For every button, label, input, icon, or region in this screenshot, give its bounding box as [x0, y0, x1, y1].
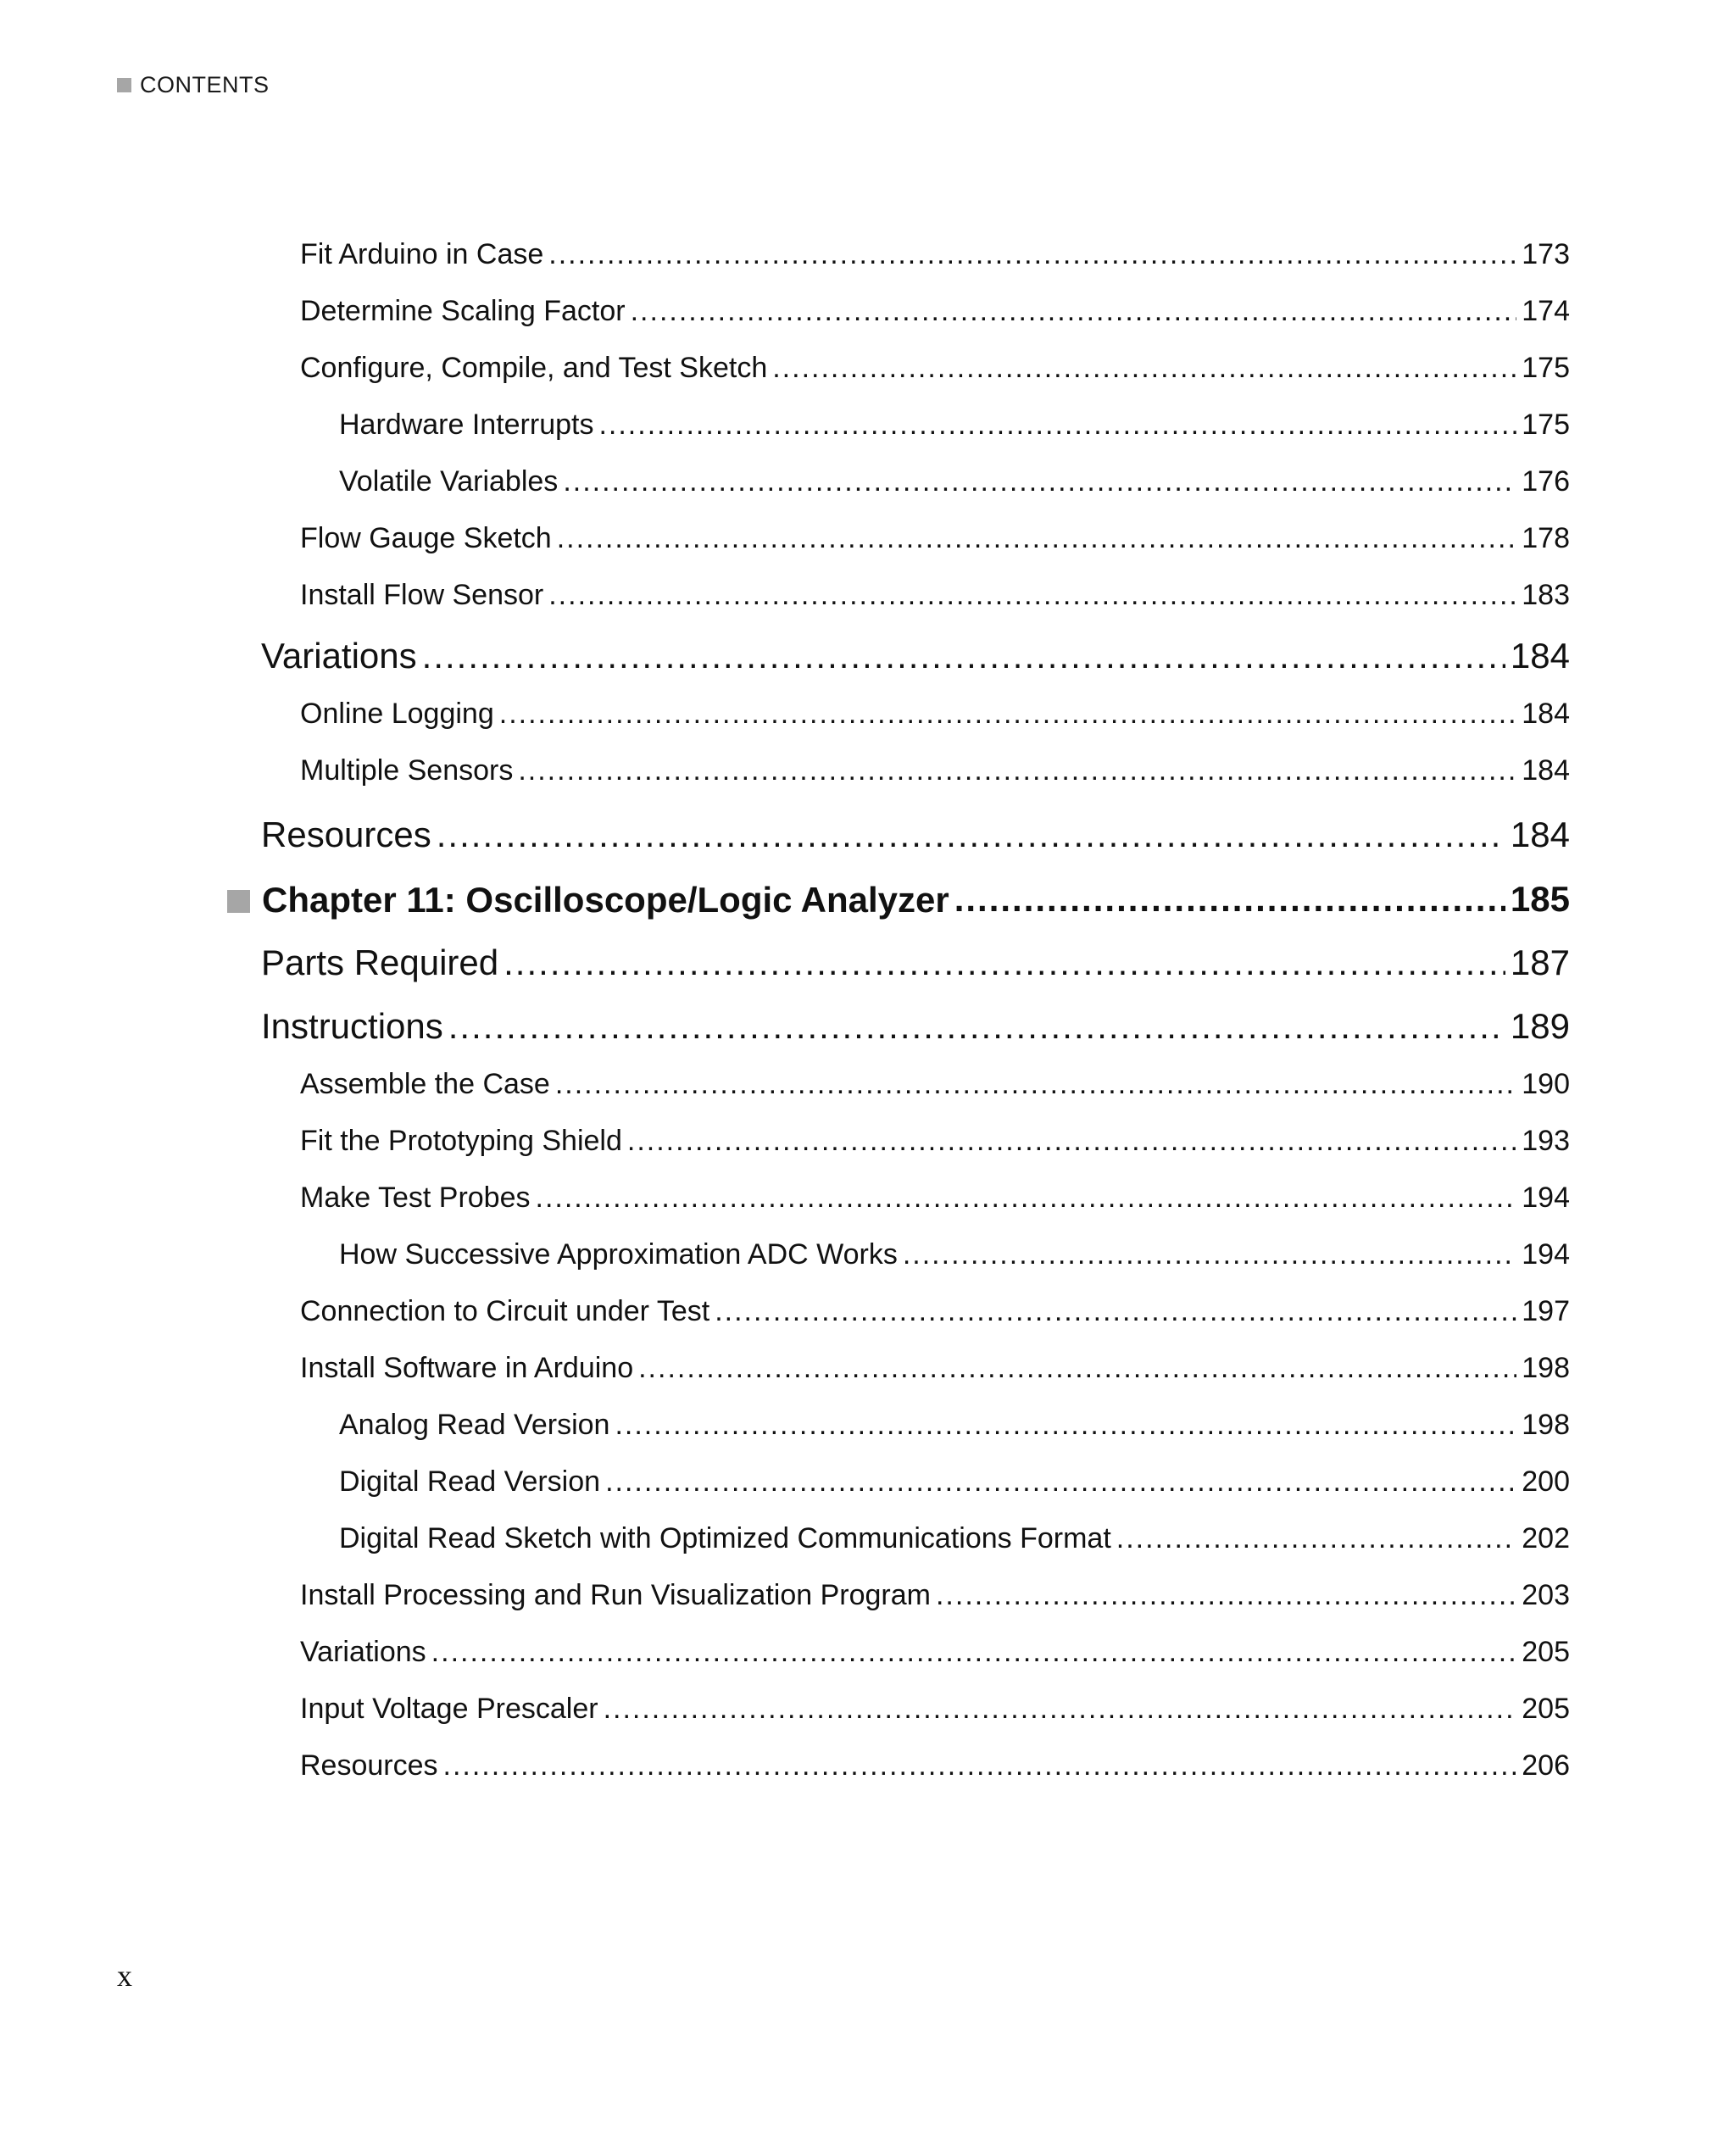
toc-entry-title [339, 409, 593, 442]
toc-entry-page-number: 175 [1522, 352, 1570, 384]
dot-leader [448, 1006, 1505, 1047]
toc-entry-title [300, 522, 552, 555]
toc-entry-title-text: Connection to Circuit under Test [300, 1295, 710, 1327]
toc-entry-page-number: 198 [1522, 1352, 1570, 1384]
toc-entry-title-text: Digital Read Sketch with Optimized Communications Format [339, 1522, 1111, 1554]
toc-entry-title-text: Resources [261, 815, 431, 854]
toc-entry-page-number: 202 [1522, 1522, 1570, 1554]
toc-chapter-entry[interactable] [227, 879, 1570, 926]
toc-entry-title-text: Configure, Compile, and Test Sketch [300, 352, 768, 384]
toc-entry[interactable] [300, 522, 1570, 561]
toc-entry-page-number: 184 [1510, 815, 1570, 854]
toc-entry-title [227, 880, 949, 920]
toc-entry-title [300, 352, 767, 385]
toc-entry[interactable] [300, 1125, 1570, 1164]
toc-entry[interactable] [300, 352, 1570, 391]
toc-entry-title-text: Digital Read Version [339, 1465, 601, 1498]
toc-entry-title-text: Resources [300, 1749, 438, 1782]
toc-entry[interactable] [261, 1006, 1570, 1054]
toc-entry[interactable] [339, 465, 1570, 504]
dot-leader [422, 636, 1505, 676]
toc-entry-title [300, 238, 543, 271]
toc-entry[interactable] [300, 1636, 1570, 1675]
toc-entry-title-text: Variations [261, 636, 417, 676]
toc-entry-page-number: 184 [1522, 698, 1570, 730]
toc-entry-title [300, 1579, 931, 1612]
toc-entry-title [300, 1295, 709, 1328]
toc-entry-page-number: 173 [1522, 238, 1570, 270]
running-head-label: CONTENTS [140, 71, 270, 97]
toc-entry-page-number: 190 [1522, 1068, 1570, 1100]
dot-leader [772, 352, 1516, 385]
toc-entry-title [339, 465, 558, 498]
dot-leader [605, 1465, 1516, 1499]
toc-entry-page-number: 174 [1522, 295, 1570, 327]
toc-entry[interactable] [300, 1068, 1570, 1107]
dot-leader [518, 754, 1516, 787]
toc-entry-page-number: 175 [1522, 409, 1570, 441]
toc-entry[interactable] [261, 815, 1570, 862]
toc-entry[interactable] [300, 1749, 1570, 1788]
toc-entry-page-number: 194 [1522, 1182, 1570, 1214]
toc-entry[interactable] [339, 1465, 1570, 1504]
toc-entry-page-number: 183 [1522, 579, 1570, 611]
toc-entry[interactable] [300, 1182, 1570, 1221]
dot-leader [536, 1182, 1517, 1215]
toc-entry[interactable] [300, 1352, 1570, 1391]
toc-entry-title [300, 698, 494, 731]
dot-leader [499, 698, 1517, 731]
dot-leader [504, 943, 1505, 983]
toc-entry-page-number: 203 [1522, 1579, 1570, 1611]
toc-entry[interactable] [300, 754, 1570, 793]
dot-leader [615, 1409, 1516, 1442]
toc-entry-page-number: 187 [1510, 943, 1570, 982]
toc-entry-title [300, 1182, 531, 1215]
toc-entry-title-text: How Successive Approximation ADC Works [339, 1238, 898, 1271]
toc-entry-title-text: Instructions [261, 1006, 443, 1046]
toc-entry[interactable] [261, 636, 1570, 683]
toc-entry-title [300, 1352, 633, 1385]
toc-entry-title [300, 1693, 598, 1726]
dot-leader [563, 465, 1516, 498]
toc-entry-title [261, 815, 431, 855]
toc-entry-title-text: Install Software in Arduino [300, 1352, 634, 1384]
toc-entry[interactable] [300, 698, 1570, 737]
toc-entry[interactable] [261, 943, 1570, 990]
toc-entry[interactable] [300, 1693, 1570, 1732]
dot-leader [443, 1749, 1517, 1782]
toc-entry-title-text: Fit Arduino in Case [300, 238, 544, 270]
toc-entry[interactable] [339, 1238, 1570, 1277]
toc-entry[interactable] [339, 1522, 1570, 1561]
page-number-folio: x [117, 1959, 132, 1993]
toc-entry-title-text: Variations [300, 1636, 426, 1668]
toc-entry-page-number: 189 [1510, 1006, 1570, 1046]
toc-entry-page-number: 176 [1522, 465, 1570, 498]
toc-entry[interactable] [300, 579, 1570, 618]
toc-entry-title-text: Install Processing and Run Visualization Program [300, 1579, 931, 1611]
toc-entry-title [300, 579, 543, 612]
dot-leader [936, 1579, 1516, 1612]
toc-entry-title-text: Flow Gauge Sketch [300, 522, 552, 554]
toc-entry-page-number: 184 [1510, 636, 1570, 676]
toc-entry-title [300, 1636, 426, 1669]
toc-entry[interactable] [300, 295, 1570, 334]
dot-leader [1116, 1522, 1516, 1555]
toc-entry-page-number: 184 [1522, 754, 1570, 787]
dot-leader [903, 1238, 1516, 1271]
toc-entry-title [300, 1749, 438, 1782]
toc-entry-title [261, 943, 498, 983]
toc-entry-page-number: 206 [1522, 1749, 1570, 1782]
toc-entry[interactable] [300, 1295, 1570, 1334]
chapter-marker-icon [227, 890, 250, 913]
dot-leader [548, 579, 1516, 612]
toc-entry-title-text: Assemble the Case [300, 1068, 550, 1100]
toc-entry-title-text: Volatile Variables [339, 465, 559, 498]
toc-entry-page-number: 185 [1510, 879, 1570, 919]
toc-entry-title [339, 1522, 1111, 1555]
toc-entry-title [300, 1125, 622, 1158]
toc-entry-title-text: Multiple Sensors [300, 754, 514, 787]
dot-leader [437, 815, 1505, 855]
toc-entry-title-text: Analog Read Version [339, 1409, 610, 1441]
dot-leader [431, 1636, 1517, 1669]
dot-leader [715, 1295, 1516, 1328]
toc-entry-title-text: Hardware Interrupts [339, 409, 594, 441]
toc-entry-page-number: 194 [1522, 1238, 1570, 1271]
toc-entry-title [300, 754, 513, 787]
toc-entry-page-number: 193 [1522, 1125, 1570, 1157]
toc-entry-title-text: Chapter 11: Oscilloscope/Logic Analyzer [262, 879, 949, 920]
dot-leader [638, 1352, 1516, 1385]
dot-leader [627, 1125, 1516, 1158]
toc-entry[interactable] [300, 1579, 1570, 1618]
toc-entry-title-text: Install Flow Sensor [300, 579, 544, 611]
toc-entry-title-text: Online Logging [300, 698, 494, 730]
toc-entry-title [261, 1006, 443, 1047]
toc-entry-title [339, 1238, 898, 1271]
dot-leader [604, 1693, 1517, 1726]
toc-entry-title-text: Determine Scaling Factor [300, 295, 626, 327]
dot-leader [954, 879, 1505, 920]
toc-entry[interactable] [300, 238, 1570, 277]
toc-entry-title-text: Input Voltage Prescaler [300, 1693, 598, 1725]
toc-entry-page-number: 205 [1522, 1636, 1570, 1668]
toc-entry[interactable] [339, 1409, 1570, 1448]
toc-entry-title [339, 1409, 609, 1442]
dot-leader [548, 238, 1516, 271]
dot-leader [557, 522, 1517, 555]
toc-entry-page-number: 200 [1522, 1465, 1570, 1498]
toc-entry-title [339, 1465, 600, 1499]
dot-leader [598, 409, 1516, 442]
toc-entry-title [261, 636, 417, 676]
toc-entry-title [300, 1068, 550, 1101]
toc-entry-title [300, 295, 626, 328]
toc-entry-title-text: Make Test Probes [300, 1182, 531, 1214]
toc-entry-page-number: 197 [1522, 1295, 1570, 1327]
dot-leader [631, 295, 1517, 328]
toc-entry-title-text: Parts Required [261, 943, 499, 982]
toc-entry-page-number: 178 [1522, 522, 1570, 554]
toc-entry-page-number: 198 [1522, 1409, 1570, 1441]
dot-leader [555, 1068, 1516, 1101]
toc-entry-page-number: 205 [1522, 1693, 1570, 1725]
toc-entry[interactable] [339, 409, 1570, 448]
toc-entry-title-text: Fit the Prototyping Shield [300, 1125, 622, 1157]
